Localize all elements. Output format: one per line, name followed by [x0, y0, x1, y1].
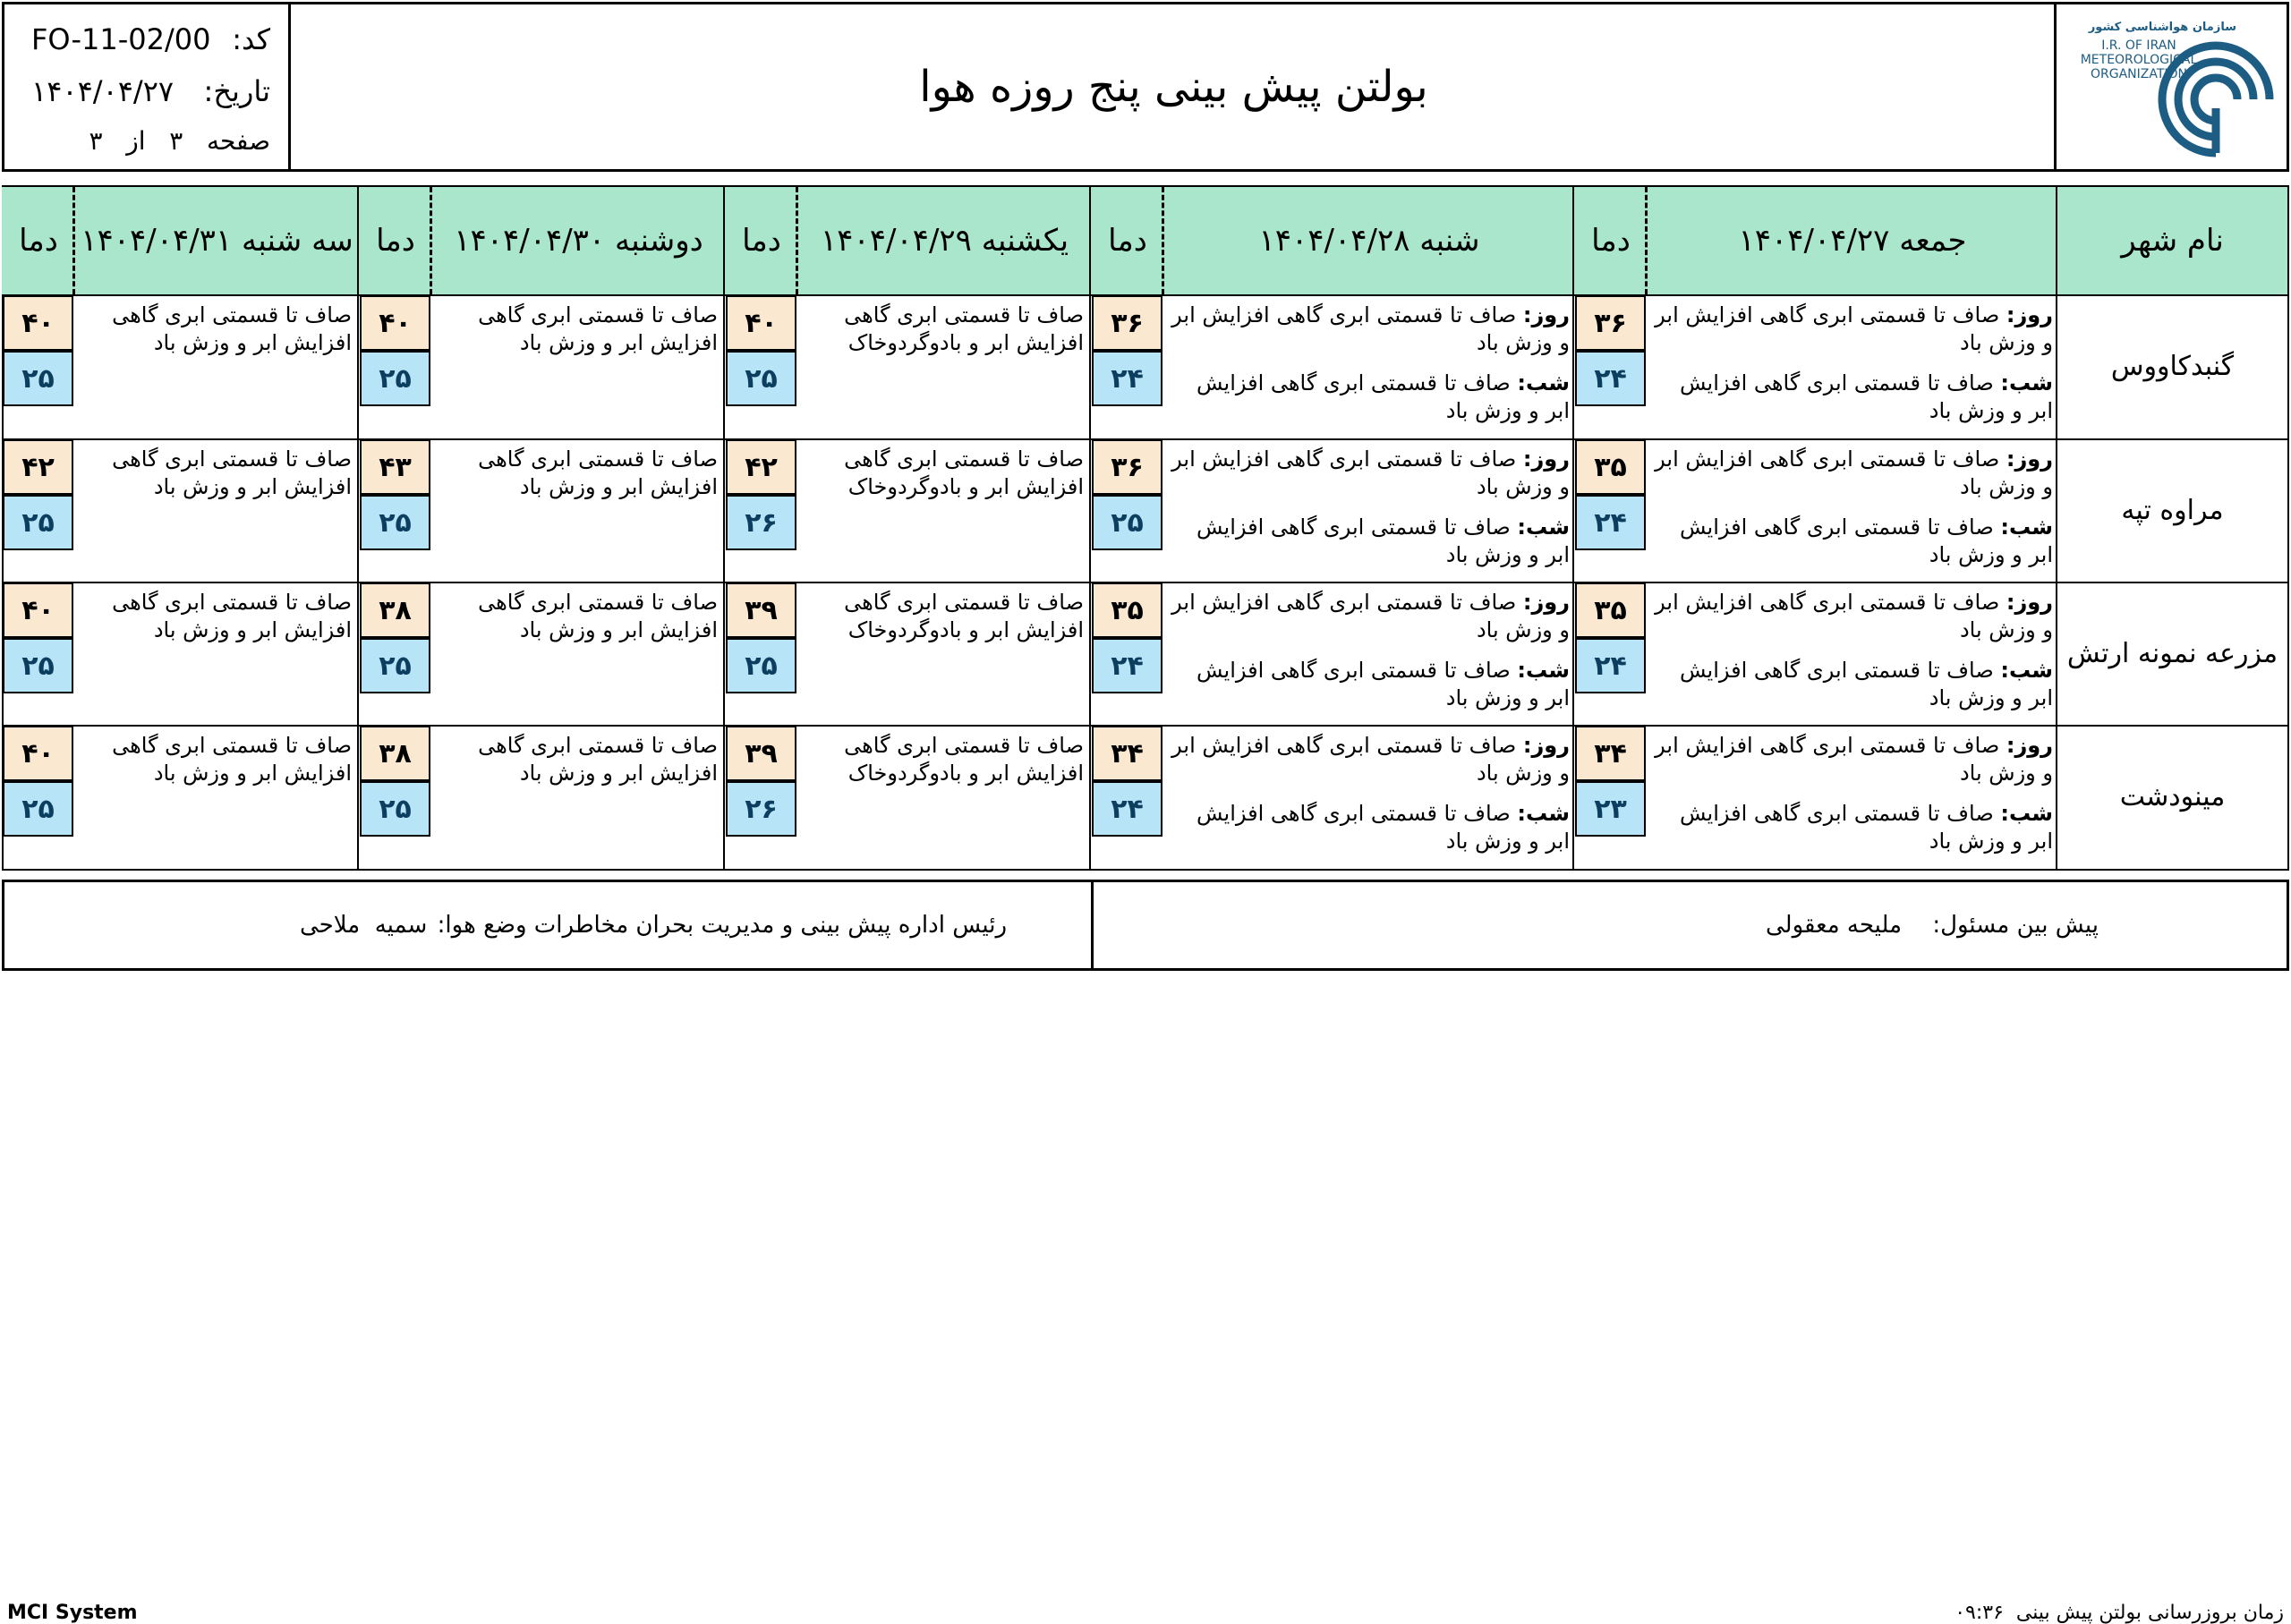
min-temp: ۲۵ [360, 638, 430, 693]
max-temp: ۳۵ [1092, 582, 1163, 638]
day-forecast: صاف تا قسمتی ابری گاهی افزایش ابر و وزش باد [1171, 733, 1570, 786]
night-forecast: صاف تا قسمتی ابری گاهی افزایش ابر و وزش باد [1196, 370, 1570, 423]
forecast-text: صاف تا قسمتی ابری گاهی افزایش ابر و بادوگردوخاک [844, 302, 1084, 355]
update-time-row [1955, 1602, 2284, 1624]
max-temp: ۴۲ [3, 439, 73, 495]
night-label: شب: [1517, 514, 1570, 540]
max-temp: ۴۳ [360, 439, 430, 495]
min-temp: ۲۵ [360, 351, 430, 406]
dashed-divider [1162, 187, 1164, 294]
page-row [31, 119, 270, 164]
day-header-5: سه شنبه ۱۴۰۴/۰۴/۳۱ [75, 187, 359, 294]
forecast-day-night [1655, 446, 2053, 569]
head-label: رئیس اداره پیش بینی و مدیریت بحران مخاطرات وضع هوا: [437, 912, 1007, 939]
max-temp: ۳۵ [1575, 439, 1646, 495]
logo-line-3: ORGANIZATION [2090, 67, 2188, 81]
temp-header-3: دما [725, 187, 798, 294]
forecast-text: صاف تا قسمتی ابری گاهی افزایش ابر و وزش باد [112, 446, 352, 499]
forecaster-name: ملیحه معقولی [1765, 912, 1902, 939]
max-temp: ۳۶ [1092, 295, 1163, 351]
night-label: شب: [1517, 801, 1570, 826]
forecast-day-night [1655, 302, 2053, 425]
night-forecast: صاف تا قسمتی ابری گاهی افزایش ابر و وزش باد [1679, 514, 2053, 567]
logo-line-2: METEOROLOGICAL [2080, 53, 2198, 67]
code-row [31, 17, 270, 62]
min-temp: ۲۴ [1575, 351, 1646, 406]
date-label: تاریخ: [203, 74, 270, 108]
forecast-text: صاف تا قسمتی ابری گاهی افزایش ابر و وزش باد [478, 446, 718, 499]
forecast-table [2, 185, 2289, 871]
max-temp: ۳۶ [1575, 295, 1646, 351]
night-forecast: صاف تا قسمتی ابری گاهی افزایش ابر و وزش باد [1196, 514, 1570, 567]
day-forecast: صاف تا قسمتی ابری گاهی افزایش ابر و وزش باد [1171, 446, 1570, 499]
forecast-day-night [1171, 732, 1570, 855]
footer-divider [1091, 882, 1094, 968]
forecast-text: صاف تا قسمتی ابری گاهی افزایش ابر و وزش باد [478, 590, 718, 642]
night-label: شب: [2000, 801, 2053, 826]
max-temp: ۳۸ [360, 582, 430, 638]
min-temp: ۲۵ [360, 495, 430, 550]
temp-header-4: دما [359, 187, 432, 294]
night-forecast: صاف تا قسمتی ابری گاهی افزایش ابر و وزش باد [1196, 658, 1570, 710]
max-temp: ۳۴ [1092, 726, 1163, 781]
min-temp: ۲۳ [1575, 781, 1646, 837]
min-temp: ۲۶ [726, 781, 796, 837]
day-label: روز: [2006, 302, 2053, 327]
system-name: MCI System [7, 1602, 138, 1624]
city-name: مراوه تپه [2121, 494, 2224, 526]
temp-header-1: دما [1574, 187, 1648, 294]
day-forecast: صاف تا قسمتی ابری گاهی افزایش ابر و وزش باد [1171, 590, 1570, 642]
day-forecast: صاف تا قسمتی ابری گاهی افزایش ابر و وزش باد [1171, 302, 1570, 355]
min-temp: ۲۵ [3, 495, 73, 550]
city-name: گنبدکاووس [2110, 350, 2235, 382]
day-forecast: صاف تا قسمتی ابری گاهی افزایش ابر و وزش باد [1655, 733, 2053, 786]
min-temp: ۲۴ [1092, 638, 1163, 693]
forecast-text: صاف تا قسمتی ابری گاهی افزایش ابر و بادوگردوخاک [844, 446, 1084, 499]
max-temp: ۳۶ [1092, 439, 1163, 495]
dashed-divider [1645, 187, 1648, 294]
forecast-text: صاف تا قسمتی ابری گاهی افزایش ابر و وزش باد [478, 733, 718, 786]
forecast-day-night [1171, 446, 1570, 569]
column-divider [1089, 187, 1091, 869]
forecast-text: صاف تا قسمتی ابری گاهی افزایش ابر و وزش باد [112, 302, 352, 355]
min-temp: ۲۴ [1575, 638, 1646, 693]
column-divider [723, 187, 725, 869]
city-column-header: نام شهر [2057, 187, 2287, 294]
page-number: صفحه ۳ از ۳ [89, 126, 270, 156]
dashed-divider [72, 187, 75, 294]
temp-header-5: دما [2, 187, 75, 294]
max-temp: ۳۹ [726, 582, 796, 638]
night-forecast: صاف تا قسمتی ابری گاهی افزایش ابر و وزش باد [1196, 801, 1570, 854]
night-forecast: صاف تا قسمتی ابری گاهی افزایش ابر و وزش باد [1679, 801, 2053, 854]
column-divider [1572, 187, 1574, 869]
forecast-day-night [1655, 589, 2053, 712]
night-label: شب: [1517, 370, 1570, 395]
day-label: روز: [1522, 733, 1570, 758]
night-forecast: صاف تا قسمتی ابری گاهی افزایش ابر و وزش باد [1679, 370, 2053, 423]
day-label: روز: [1522, 446, 1570, 472]
min-temp: ۲۴ [1092, 351, 1163, 406]
logo-english-text [2076, 38, 2202, 81]
column-divider [357, 187, 359, 869]
forecaster-label: پیش بین مسئول: [1932, 912, 2099, 939]
logo-line-1: I.R. OF IRAN [2101, 38, 2176, 53]
update-time: ۰۹:۳۶ [1955, 1602, 2004, 1624]
max-temp: ۴۰ [3, 295, 73, 351]
forecast-day-night [1655, 732, 2053, 855]
min-temp: ۲۵ [360, 781, 430, 837]
head-name: سمیه ملاحی [300, 912, 428, 939]
day-forecast: صاف تا قسمتی ابری گاهی افزایش ابر و وزش باد [1655, 446, 2053, 499]
night-forecast: صاف تا قسمتی ابری گاهی افزایش ابر و وزش باد [1679, 658, 2053, 710]
page-title: بولتن پیش بینی پنج روزه هوا [919, 62, 1428, 112]
night-label: شب: [1517, 658, 1570, 683]
night-label: شب: [2000, 370, 2053, 395]
max-temp: ۴۰ [3, 726, 73, 781]
organization-logo [2054, 4, 2287, 169]
night-label: شب: [2000, 514, 2053, 540]
min-temp: ۲۵ [3, 351, 73, 406]
forecast-text: صاف تا قسمتی ابری گاهی افزایش ابر و وزش باد [112, 733, 352, 786]
max-temp: ۴۰ [360, 295, 430, 351]
night-label: شب: [2000, 658, 2053, 683]
day-header-4: دوشنبه ۱۴۰۴/۰۴/۳۰ [432, 187, 725, 294]
day-label: روز: [2006, 446, 2053, 472]
signature-footer [2, 880, 2289, 971]
day-header-1: جمعه ۱۴۰۴/۰۴/۲۷ [1648, 187, 2057, 294]
temp-header-2: دما [1091, 187, 1164, 294]
bulletin-header [2, 2, 2289, 172]
day-header-3: یکشنبه ۱۴۰۴/۰۴/۲۹ [798, 187, 1091, 294]
code-label: کد: [232, 22, 270, 56]
forecast-text: صاف تا قسمتی ابری گاهی افزایش ابر و وزش باد [478, 302, 718, 355]
forecast-day-night [1171, 302, 1570, 425]
min-temp: ۲۵ [726, 351, 796, 406]
max-temp: ۴۰ [726, 295, 796, 351]
min-temp: ۲۴ [1092, 781, 1163, 837]
day-forecast: صاف تا قسمتی ابری گاهی افزایش ابر و وزش باد [1655, 590, 2053, 642]
date-value: ۱۴۰۴/۰۴/۲۷ [31, 74, 175, 108]
max-temp: ۴۲ [726, 439, 796, 495]
day-forecast: صاف تا قسمتی ابری گاهی افزایش ابر و وزش باد [1655, 302, 2053, 355]
dashed-divider [796, 187, 798, 294]
forecast-text: صاف تا قسمتی ابری گاهی افزایش ابر و بادوگردوخاک [844, 590, 1084, 642]
max-temp: ۳۹ [726, 726, 796, 781]
forecast-text: صاف تا قسمتی ابری گاهی افزایش ابر و وزش باد [112, 590, 352, 642]
day-label: روز: [1522, 302, 1570, 327]
min-temp: ۲۵ [1092, 495, 1163, 550]
document-meta [4, 4, 291, 169]
day-label: روز: [2006, 590, 2053, 615]
min-temp: ۲۵ [726, 638, 796, 693]
day-label: روز: [2006, 733, 2053, 758]
max-temp: ۳۸ [360, 726, 430, 781]
min-temp: ۲۴ [1575, 495, 1646, 550]
day-label: روز: [1522, 590, 1570, 615]
max-temp: ۳۴ [1575, 726, 1646, 781]
code-value: FO-11-02/00 [31, 22, 211, 56]
city-name: مینودشت [2119, 780, 2226, 812]
update-label: زمان بروزرسانی بولتن پیش بینی [2015, 1602, 2284, 1624]
forecast-text: صاف تا قسمتی ابری گاهی افزایش ابر و بادوگردوخاک [844, 733, 1084, 786]
min-temp: ۲۶ [726, 495, 796, 550]
forecast-day-night [1171, 589, 1570, 712]
dashed-divider [430, 187, 432, 294]
date-row [31, 69, 270, 114]
day-header-2: شنبه ۱۴۰۴/۰۴/۲۸ [1164, 187, 1574, 294]
logo-persian-text: سازمان هواشناسی کشور [2088, 21, 2236, 34]
min-temp: ۲۵ [3, 638, 73, 693]
max-temp: ۳۵ [1575, 582, 1646, 638]
max-temp: ۴۰ [3, 582, 73, 638]
city-name: مزرعه نمونه ارتش [2066, 637, 2278, 669]
min-temp: ۲۵ [3, 781, 73, 837]
